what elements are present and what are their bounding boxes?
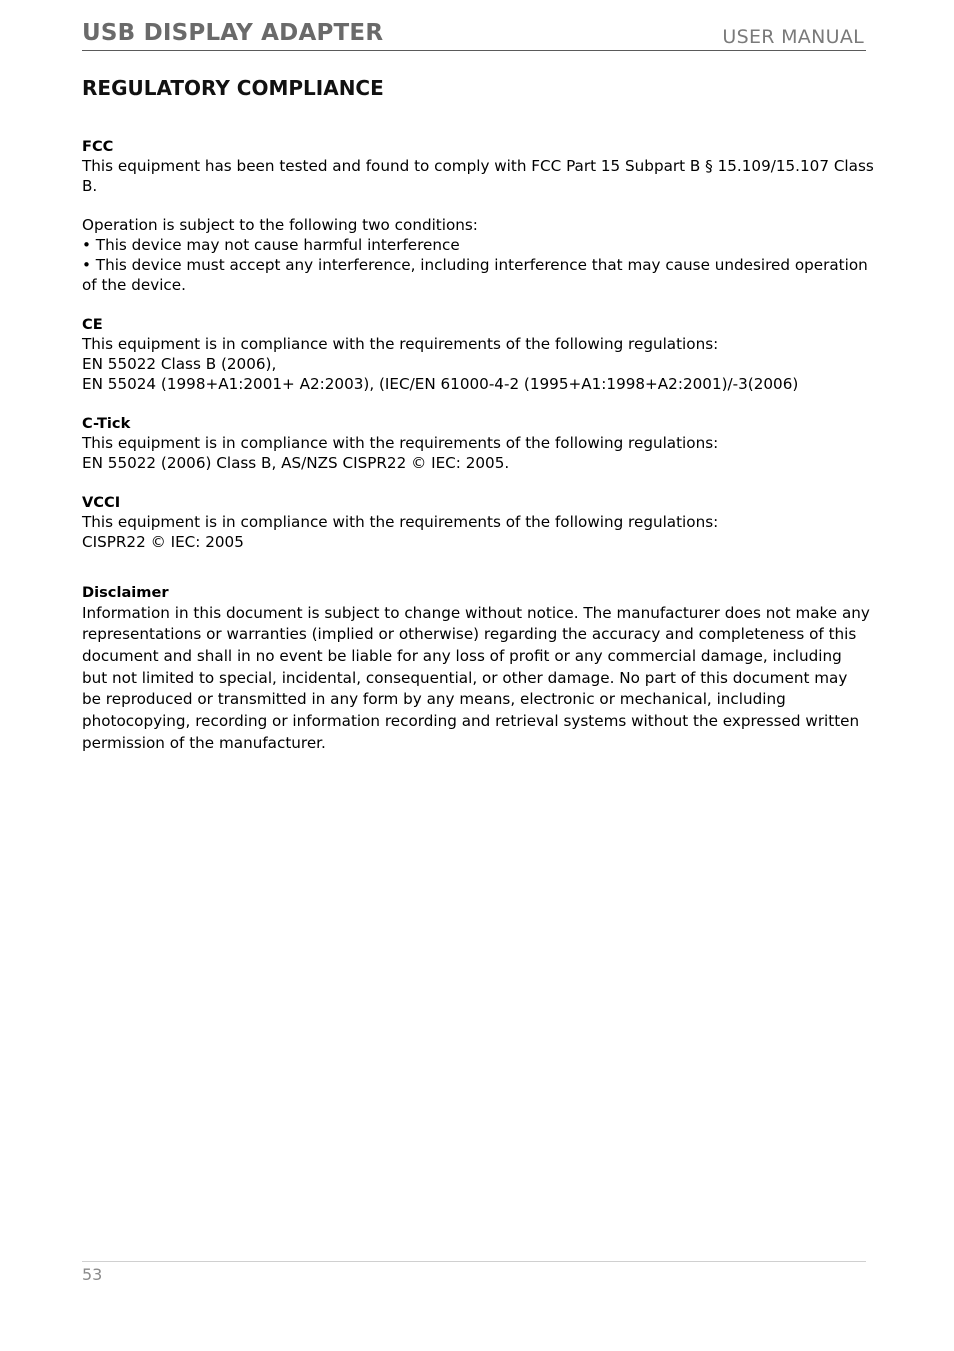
- ctick-section: [82, 414, 888, 473]
- vcci-text-line: CISPR22 © IEC: 2005: [82, 532, 244, 551]
- fcc-condition-item: • This device must accept any interference, including interference that may cause undesired operation: [82, 255, 868, 274]
- fcc-heading: FCC: [82, 138, 114, 155]
- disclaimer-heading: Disclaimer: [82, 583, 169, 601]
- fcc-conditions-intro: Operation is subject to the following two conditions:: [82, 216, 478, 235]
- ce-section: [82, 315, 888, 394]
- disclaimer-line: photocopying, recording or information recording and retrieval systems without the expressed written: [82, 712, 860, 731]
- disclaimer-body: [82, 603, 888, 755]
- fcc-condition-item: • This device may not cause harmful interference: [82, 235, 460, 254]
- disclaimer-line: Information in this document is subject to change without notice. The manufacturer does not make any: [82, 603, 870, 622]
- document-title: USB DISPLAY ADAPTER: [82, 20, 384, 46]
- fcc-condition-item-cont: of the device.: [82, 275, 186, 294]
- disclaimer-line: be reproduced or transmitted in any form by any means, electronic or mechanical, including: [82, 690, 786, 709]
- ce-text-line: EN 55022 Class B (2006),: [82, 354, 277, 373]
- disclaimer-line: document and shall in no event be liable for any loss of profit or any commercial damage, including: [82, 646, 842, 665]
- page-number: 53: [82, 1265, 103, 1284]
- disclaimer-section: [82, 583, 888, 755]
- page-content: [82, 137, 888, 754]
- vcci-section: [82, 493, 888, 552]
- vcci-text-line: This equipment is in compliance with the requirements of the following regulations:: [82, 513, 719, 532]
- ce-text-line: EN 55024 (1998+A1:2001+ A2:2003), (IEC/EN 61000-4-2 (1995+A1:1998+A2:2001)/-3(2006): [82, 374, 799, 393]
- fcc-text-line: This equipment has been tested and found to comply with FCC Part 15 Subpart B § 15.109/15.107 Class: [82, 156, 874, 175]
- vcci-heading: VCCI: [82, 494, 121, 512]
- footer-divider: [82, 1261, 866, 1262]
- ctick-heading: C-Tick: [82, 415, 131, 433]
- fcc-section: [82, 137, 888, 295]
- disclaimer-line: but not limited to special, incidental, consequential, or other damage. No part of this document may: [82, 668, 848, 687]
- document-subtitle: USER MANUAL: [722, 26, 864, 48]
- ce-text-line: This equipment is in compliance with the requirements of the following regulations:: [82, 334, 719, 353]
- disclaimer-line: permission of the manufacturer.: [82, 733, 326, 752]
- page-header: [82, 18, 866, 51]
- ctick-text-line: EN 55022 (2006) Class B, AS/NZS CISPR22 © IEC: 2005.: [82, 453, 510, 472]
- fcc-text-line: B.: [82, 176, 98, 195]
- page-title: REGULATORY COMPLIANCE: [82, 76, 384, 100]
- ce-heading: CE: [82, 316, 103, 334]
- ctick-text-line: This equipment is in compliance with the requirements of the following regulations:: [82, 433, 719, 452]
- disclaimer-line: representations or warranties (implied or otherwise) regarding the accuracy and completeness of this: [82, 625, 857, 644]
